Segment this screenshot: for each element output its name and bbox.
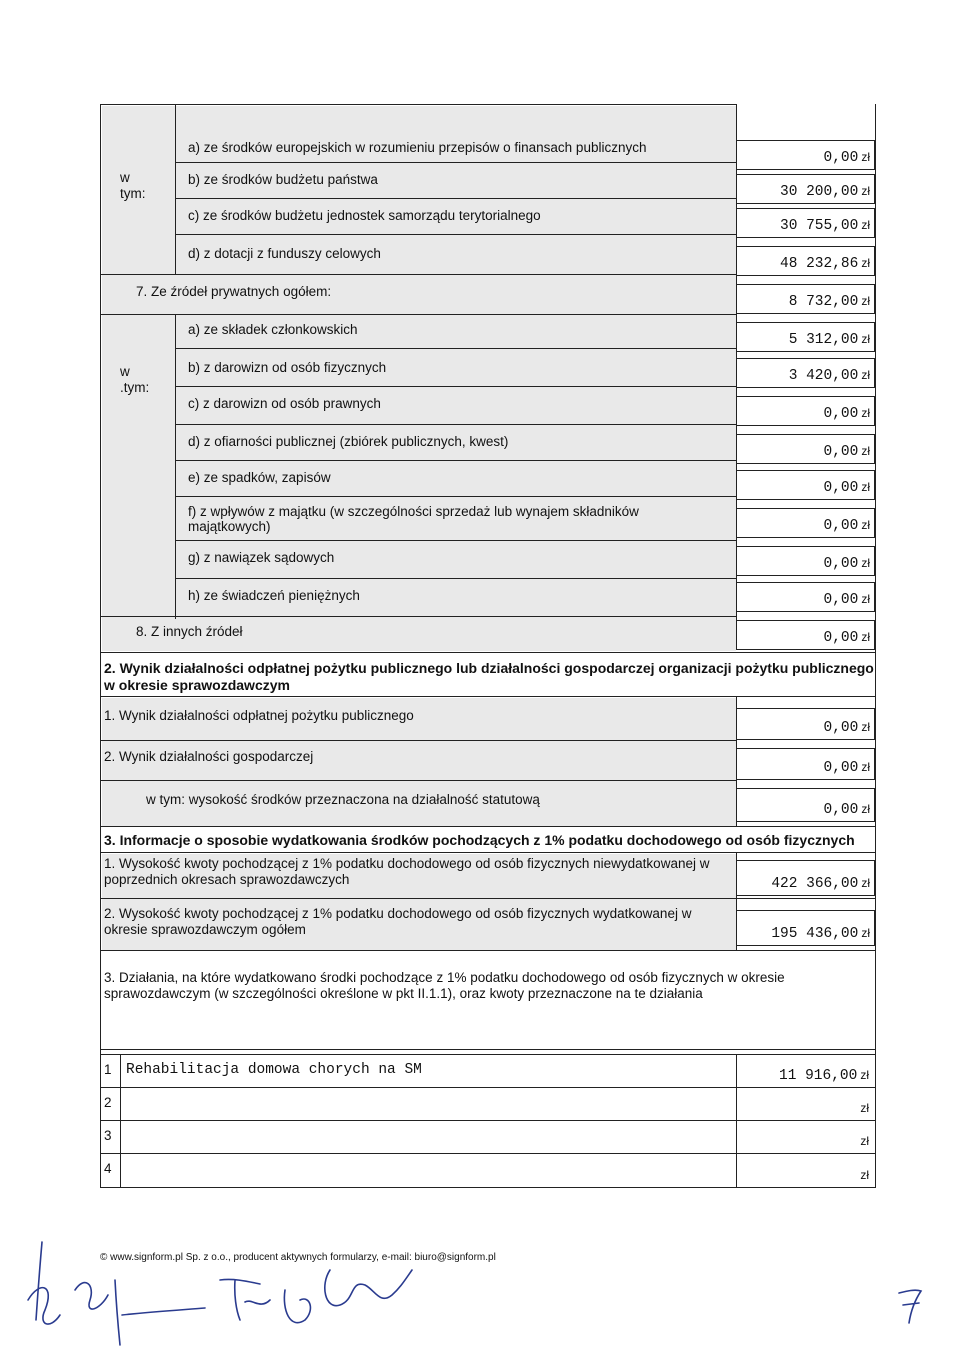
currency-label: zł bbox=[861, 630, 870, 644]
currency-label: zł bbox=[861, 760, 870, 774]
currency-label: zł bbox=[861, 556, 870, 570]
value-text: 5 312,00 bbox=[788, 332, 859, 348]
top-border bbox=[100, 104, 736, 105]
row-line bbox=[100, 780, 736, 781]
page-number-graphic bbox=[895, 1285, 925, 1325]
row-label: 1. Wysokość kwoty pochodzącej z 1% podatku dochodowego od osób fizycznych niewydatkowanej w poprzednich okresach sprawozdawczych bbox=[104, 856, 710, 887]
row-line bbox=[175, 234, 736, 235]
row-line bbox=[100, 274, 736, 275]
currency-label: zł bbox=[861, 480, 870, 494]
value-text: 195 436,00 bbox=[771, 926, 859, 942]
row-line bbox=[175, 198, 736, 199]
currency-label: zł bbox=[861, 720, 870, 734]
value-text: 30 755,00 bbox=[780, 218, 859, 234]
value-box bbox=[736, 358, 875, 388]
subcol-line-7 bbox=[175, 314, 176, 619]
value-text: 0,00 bbox=[823, 556, 859, 572]
value-text: 0,00 bbox=[823, 480, 859, 496]
left-border bbox=[100, 104, 101, 1188]
row-line bbox=[100, 314, 736, 315]
value-text: 0,00 bbox=[823, 406, 859, 422]
currency-label: zł bbox=[861, 150, 870, 164]
row-line bbox=[175, 348, 736, 349]
value-box bbox=[736, 322, 875, 352]
row-label: b) z darowizn od osób fizycznych bbox=[188, 360, 387, 375]
row-line bbox=[175, 386, 736, 387]
value-box bbox=[736, 910, 875, 946]
w-tym-label: w .tym: bbox=[120, 364, 150, 395]
row-label: d) z ofiarności publicznej (zbiórek publicznych, kwest) bbox=[188, 434, 509, 449]
activity-value: zł bbox=[860, 1134, 869, 1148]
value-box bbox=[736, 708, 875, 740]
currency-label: zł bbox=[861, 444, 870, 458]
row-label: b) ze środków budżetu państwa bbox=[188, 172, 378, 187]
value-text: 0,00 bbox=[823, 760, 859, 776]
row-label: f) z wpływów z majątku (w szczególności sprzedaż lub wynajem składników majątkowych) bbox=[188, 504, 639, 534]
activity-value: zł bbox=[860, 1101, 869, 1115]
right-border bbox=[875, 104, 876, 1188]
row-line bbox=[100, 852, 875, 853]
row-line bbox=[175, 460, 736, 461]
value-text: 48 232,86 bbox=[780, 256, 859, 272]
currency-label: zł bbox=[861, 368, 870, 382]
currency-label: zł bbox=[861, 926, 870, 940]
value-box bbox=[736, 208, 875, 238]
row-label: w tym: wysokość środków przeznaczona na działalność statutową bbox=[146, 792, 540, 807]
currency-label: zł bbox=[861, 802, 870, 816]
row-line bbox=[100, 826, 875, 827]
currency-label: zł bbox=[861, 876, 870, 890]
value-text: 30 200,00 bbox=[780, 184, 859, 200]
value-text: 0,00 bbox=[823, 592, 859, 608]
sec8-label: 8. Z innych źródeł bbox=[136, 624, 243, 639]
value-text: 0,00 bbox=[823, 802, 859, 818]
row-line bbox=[175, 540, 736, 541]
currency-label: zł bbox=[861, 406, 870, 420]
activity-num: 1 bbox=[104, 1062, 112, 1077]
row-label: 2. Wynik działalności gospodarczej bbox=[104, 749, 314, 764]
row-line bbox=[175, 496, 736, 497]
row-line bbox=[100, 950, 875, 951]
value-box bbox=[736, 140, 875, 170]
row-label: a) ze składek członkowskich bbox=[188, 322, 358, 337]
activity-name: Rehabilitacja domowa chorych na SM bbox=[126, 1062, 422, 1078]
currency-label: zł bbox=[861, 518, 870, 532]
activity-value: 11 916,00 zł bbox=[779, 1068, 869, 1084]
row-line bbox=[175, 162, 736, 163]
value-box bbox=[736, 546, 875, 576]
row-label: g) z nawiązek sądowych bbox=[188, 550, 335, 565]
currency-label: zł bbox=[861, 256, 870, 270]
part2-header: 2. Wynik działalności odpłatnej pożytku publicznego lub działalności gospodarczej organizacji pożytku publicznego w okresie sprawozdawczym bbox=[104, 660, 874, 693]
point3-text: 3. Działania, na które wydatkowano środki pochodzące z 1% podatku dochodowego od osób fizycznych w okresie sprawozdawczym (w szczególności określone w pkt II.1.1), oraz kwoty przeznaczone na te działania bbox=[104, 970, 785, 1001]
row-line bbox=[100, 740, 736, 741]
activity-num: 2 bbox=[104, 1095, 112, 1110]
value-box bbox=[736, 508, 875, 538]
row-label: 1. Wynik działalności odpłatnej pożytku publicznego bbox=[104, 708, 414, 723]
row-line bbox=[100, 696, 875, 697]
value-box bbox=[736, 174, 875, 204]
row-label: d) z dotacji z funduszy celowych bbox=[188, 246, 381, 261]
activities-table bbox=[100, 1054, 875, 1188]
value-text: 0,00 bbox=[823, 630, 859, 646]
part2-top-line bbox=[100, 652, 875, 653]
currency-label: zł bbox=[861, 184, 870, 198]
row-line bbox=[175, 424, 736, 425]
row-label: a) ze środków europejskich w rozumieniu przepisów o finansach publicznych bbox=[188, 140, 647, 155]
value-text: 0,00 bbox=[823, 444, 859, 460]
value-text: 3 420,00 bbox=[788, 368, 859, 384]
row-label: c) ze środków budżetu jednostek samorządu terytorialnego bbox=[188, 208, 541, 223]
part3-header: 3. Informacje o sposobie wydatkowania środków pochodzących z 1% podatku dochodowego od osób fizycznych bbox=[104, 832, 855, 848]
value-box bbox=[736, 620, 875, 650]
activity-num: 3 bbox=[104, 1128, 112, 1143]
value-text: 422 366,00 bbox=[771, 876, 859, 892]
value-text: 0,00 bbox=[823, 150, 859, 166]
value-text: 8 732,00 bbox=[788, 294, 859, 310]
row-line bbox=[100, 898, 875, 899]
currency-label: zł bbox=[861, 218, 870, 232]
subcol-line-6 bbox=[175, 104, 176, 274]
currency-label: zł bbox=[861, 332, 870, 346]
activity-num: 4 bbox=[104, 1161, 112, 1176]
row-line bbox=[100, 1049, 875, 1050]
value-text: 0,00 bbox=[823, 518, 859, 534]
row-line bbox=[175, 578, 736, 579]
value-box bbox=[736, 748, 875, 780]
value-box bbox=[736, 860, 875, 896]
value-box bbox=[736, 396, 875, 426]
row-label: 2. Wysokość kwoty pochodzącej z 1% podatku dochodowego od osób fizycznych wydatkowanej w okresie sprawozdawczym ogółem bbox=[104, 906, 692, 937]
signatures-graphic bbox=[20, 1240, 420, 1350]
value-text: 0,00 bbox=[823, 720, 859, 736]
value-box bbox=[736, 470, 875, 500]
form-sheet bbox=[100, 104, 875, 1188]
currency-label: zł bbox=[861, 592, 870, 606]
row-label: c) z darowizn od osób prawnych bbox=[188, 396, 381, 411]
row-label: h) ze świadczeń pieniężnych bbox=[188, 588, 360, 603]
value-box bbox=[736, 582, 875, 612]
w-tym-label: w tym: bbox=[120, 170, 146, 201]
value-box bbox=[736, 788, 875, 822]
sec7-label: 7. Ze źródeł prywatnych ogółem: bbox=[136, 284, 332, 299]
value-box bbox=[736, 246, 875, 276]
value-box bbox=[736, 434, 875, 464]
value-box bbox=[736, 284, 875, 314]
activity-value: zł bbox=[860, 1168, 869, 1182]
currency-label: zł bbox=[861, 294, 870, 308]
row-label: e) ze spadków, zapisów bbox=[188, 470, 331, 485]
footer-copyright: © www.signform.pl Sp. z o.o., producent aktywnych formularzy, e-mail: biuro@signform.pl bbox=[100, 1252, 496, 1263]
row-line bbox=[100, 616, 736, 617]
